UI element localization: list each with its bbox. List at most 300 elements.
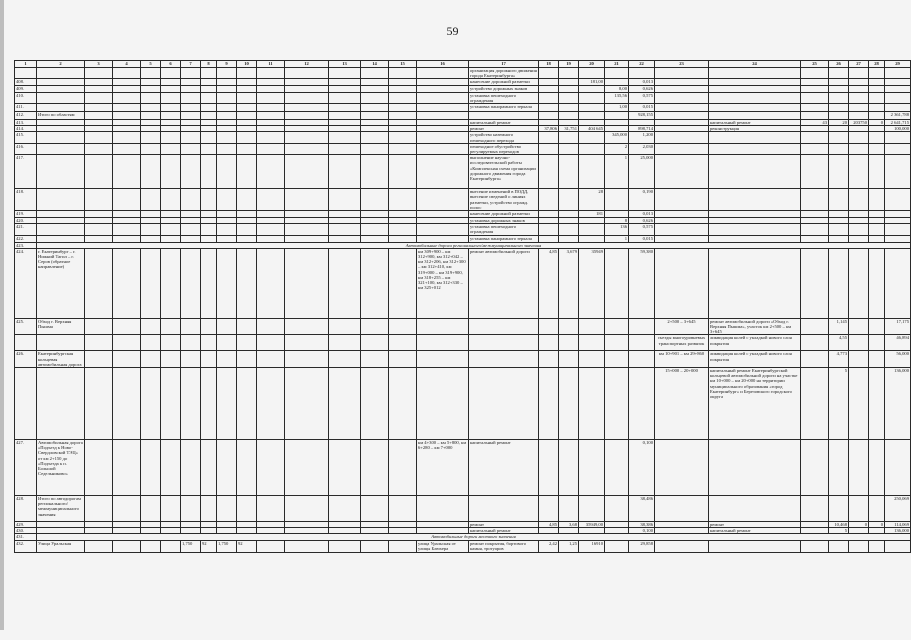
table-cell <box>257 351 285 368</box>
row-number: 430. <box>15 528 37 534</box>
document-sheet <box>14 60 909 624</box>
table-cell <box>217 335 237 351</box>
table-cell: пешеходное обустройство регулируемых переходов <box>469 143 539 154</box>
table-cell <box>655 235 709 242</box>
table-cell <box>579 68 605 79</box>
table-row <box>15 112 911 120</box>
table-cell: 25,000 <box>629 155 655 189</box>
table-cell: 135,56 <box>605 92 629 103</box>
table-cell <box>257 104 285 112</box>
table-cell <box>389 235 417 242</box>
table-cell <box>655 155 709 189</box>
table-cell: капитальный ремонт <box>469 528 539 534</box>
table-cell <box>141 335 161 351</box>
table-cell: 0 <box>869 522 885 528</box>
table-cell <box>655 79 709 86</box>
table-cell <box>869 189 885 211</box>
table-cell <box>257 496 285 522</box>
table-cell: установка панорамного зеркала <box>469 104 539 112</box>
table-cell <box>579 224 605 235</box>
table-cell: ремонт покрытия, бортового камня, тротуаров <box>469 540 539 552</box>
table-cell <box>201 211 217 218</box>
table-cell <box>709 155 801 189</box>
row-number: 419. <box>15 211 37 218</box>
table-cell <box>389 79 417 86</box>
table-cell <box>579 155 605 189</box>
table-cell <box>829 112 849 120</box>
table-cell <box>417 68 469 79</box>
table-cell: 1,00 <box>605 104 629 112</box>
table-cell <box>869 368 885 440</box>
table-cell <box>217 112 237 120</box>
table-cell <box>885 68 911 79</box>
table-cell <box>361 335 389 351</box>
table-cell: внесение изменений в ПОДД, внесение сведений о линиях разметки, устройство огражд. полос <box>469 189 539 211</box>
header-cell: 13 <box>329 61 361 68</box>
table-cell: 4,773 <box>829 351 849 368</box>
header-row <box>15 61 911 68</box>
table-cell <box>389 440 417 496</box>
table-cell <box>237 68 257 79</box>
table-cell <box>257 79 285 86</box>
row-number: 414. <box>15 126 37 132</box>
table-cell <box>579 112 605 120</box>
table-cell <box>849 92 869 103</box>
header-cell: 25 <box>801 61 829 68</box>
table-cell <box>329 540 361 552</box>
table-cell <box>801 189 829 211</box>
table-cell <box>655 143 709 154</box>
table-cell <box>655 224 709 235</box>
table-row <box>15 104 911 112</box>
table-cell <box>161 79 181 86</box>
table-cell: 0 <box>869 120 885 126</box>
table-cell <box>141 235 161 242</box>
table-cell <box>217 318 237 335</box>
table-cell <box>181 132 201 143</box>
table-cell <box>113 143 141 154</box>
table-cell <box>329 368 361 440</box>
table-cell <box>181 143 201 154</box>
table-row <box>15 155 911 189</box>
table-cell <box>849 155 869 189</box>
table-cell <box>141 132 161 143</box>
table-cell <box>417 155 469 189</box>
table-cell <box>849 540 869 552</box>
table-cell <box>161 540 181 552</box>
table-cell <box>201 112 217 120</box>
table-cell <box>113 104 141 112</box>
table-cell <box>237 211 257 218</box>
table-cell <box>85 112 113 120</box>
table-cell: 181,00 <box>579 79 605 86</box>
table-cell <box>849 79 869 86</box>
table-cell <box>217 224 237 235</box>
table-cell <box>417 235 469 242</box>
table-cell <box>829 189 849 211</box>
table-cell <box>201 155 217 189</box>
table-cell <box>539 351 559 368</box>
table-cell <box>709 211 801 218</box>
table-cell <box>85 540 113 552</box>
table-cell <box>885 92 911 103</box>
table-cell <box>709 112 801 120</box>
header-cell: 9 <box>217 61 237 68</box>
table-cell <box>417 211 469 218</box>
table-cell: 59,380 <box>629 248 655 318</box>
header-cell: 7 <box>181 61 201 68</box>
table-cell: 114,069 <box>885 522 911 528</box>
table-cell <box>361 224 389 235</box>
table-cell <box>85 368 113 440</box>
table-cell <box>201 68 217 79</box>
table-cell <box>141 224 161 235</box>
row-number: 408. <box>15 79 37 86</box>
header-cell: 5 <box>141 61 161 68</box>
table-cell <box>257 335 285 351</box>
table-cell <box>469 335 539 351</box>
table-cell: установка дорожных знаков <box>469 218 539 224</box>
header-cell: 29 <box>885 61 911 68</box>
table-cell <box>237 104 257 112</box>
table-cell <box>655 496 709 522</box>
table-cell: 16910 <box>579 540 605 552</box>
table-cell <box>801 79 829 86</box>
row-number: 422. <box>15 235 37 242</box>
table-cell: 404 645 <box>579 126 605 132</box>
table-cell <box>113 351 141 368</box>
table-cell <box>257 189 285 211</box>
table-cell <box>285 112 329 120</box>
table-cell <box>389 335 417 351</box>
table-cell <box>285 79 329 86</box>
table-cell <box>329 211 361 218</box>
table-cell <box>539 235 559 242</box>
row-number: 425. <box>15 318 37 335</box>
table-cell: 1,750 <box>217 540 237 552</box>
table-cell <box>257 143 285 154</box>
table-cell <box>161 112 181 120</box>
table-cell <box>539 92 559 103</box>
table-cell <box>579 92 605 103</box>
table-cell <box>113 155 141 189</box>
table-cell <box>217 132 237 143</box>
table-cell <box>201 132 217 143</box>
table-cell <box>37 143 85 154</box>
table-cell <box>869 132 885 143</box>
table-cell <box>829 104 849 112</box>
table-cell: 203750 <box>849 120 869 126</box>
table-cell <box>885 79 911 86</box>
table-cell <box>85 211 113 218</box>
table-cell <box>201 335 217 351</box>
table-cell: 0,013 <box>629 79 655 86</box>
table-cell: 92 <box>237 540 257 552</box>
table-cell <box>389 248 417 318</box>
table-cell <box>85 68 113 79</box>
table-cell <box>113 79 141 86</box>
table-cell: 250,069 <box>885 496 911 522</box>
table-cell <box>417 79 469 86</box>
table-cell <box>161 224 181 235</box>
table-cell <box>329 132 361 143</box>
table-cell <box>801 540 829 552</box>
table-cell <box>37 224 85 235</box>
table-cell <box>285 68 329 79</box>
table-cell: 38,386 <box>629 522 655 528</box>
table-cell <box>285 143 329 154</box>
table-cell <box>579 318 605 335</box>
table-cell <box>201 235 217 242</box>
table-cell <box>849 104 869 112</box>
table-cell <box>869 540 885 552</box>
table-cell <box>801 235 829 242</box>
table-cell <box>161 248 181 318</box>
table-cell <box>801 335 829 351</box>
table-cell <box>605 496 629 522</box>
table-cell: 136,000 <box>885 528 911 534</box>
header-cell: 11 <box>257 61 285 68</box>
table-cell <box>181 68 201 79</box>
header-cell: 23 <box>655 61 709 68</box>
table-cell <box>141 68 161 79</box>
table-cell <box>257 155 285 189</box>
table-cell: ликвидация колей с укладкой нового слоя покрытия <box>709 351 801 368</box>
table-cell <box>181 79 201 86</box>
table-cell <box>885 211 911 218</box>
row-number: 420. <box>15 218 37 224</box>
table-cell <box>161 92 181 103</box>
table-cell <box>417 224 469 235</box>
table-cell <box>237 248 257 318</box>
table-cell: 29,858 <box>629 540 655 552</box>
table-cell <box>181 155 201 189</box>
table-cell <box>37 68 85 79</box>
table-cell <box>559 318 579 335</box>
table-cell: капитальный ремонт <box>709 120 801 126</box>
table-cell: нанесение дорожной разметки <box>469 79 539 86</box>
table-cell <box>141 540 161 552</box>
table-cell <box>113 224 141 235</box>
table-cell: 4,85 <box>539 248 559 318</box>
table-cell <box>829 496 849 522</box>
header-cell: 21 <box>605 61 629 68</box>
table-cell <box>237 496 257 522</box>
table-row <box>15 440 911 496</box>
table-cell <box>361 496 389 522</box>
table-cell: капитальный ремонт <box>469 440 539 496</box>
table-cell <box>237 335 257 351</box>
table-cell: км 10+901 – км 29+860 <box>655 351 709 368</box>
table-cell <box>161 318 181 335</box>
table-cell <box>417 132 469 143</box>
table-cell <box>849 318 869 335</box>
table-cell <box>389 68 417 79</box>
table-cell <box>559 112 579 120</box>
table-cell: Итого по автодорогам регионального/межмуниципального значения <box>37 496 85 522</box>
table-cell <box>361 79 389 86</box>
table-cell <box>85 79 113 86</box>
table-cell <box>709 92 801 103</box>
table-cell <box>559 155 579 189</box>
table-cell <box>329 496 361 522</box>
table-cell <box>161 68 181 79</box>
table-cell <box>605 351 629 368</box>
table-cell: 2 <box>605 143 629 154</box>
table-cell <box>85 440 113 496</box>
table-cell: 0,100 <box>629 528 655 534</box>
table-cell <box>605 189 629 211</box>
table-cell <box>559 351 579 368</box>
table-cell <box>361 368 389 440</box>
table-cell: 46,894 <box>885 335 911 351</box>
row-number: 428. <box>15 496 37 522</box>
table-cell <box>161 235 181 242</box>
table-cell <box>539 496 559 522</box>
table-cell <box>869 79 885 86</box>
table-cell <box>801 211 829 218</box>
table-cell: 20 <box>829 120 849 126</box>
table-cell <box>237 92 257 103</box>
table-cell <box>417 318 469 335</box>
table-cell <box>559 132 579 143</box>
table-cell <box>85 235 113 242</box>
table-cell: 928,155 <box>629 112 655 120</box>
table-cell <box>389 351 417 368</box>
table-cell <box>539 112 559 120</box>
table-row <box>15 351 911 368</box>
table-cell <box>389 155 417 189</box>
table-row <box>15 318 911 335</box>
table-cell <box>869 318 885 335</box>
table-cell <box>605 79 629 86</box>
table-cell <box>85 318 113 335</box>
table-cell <box>801 368 829 440</box>
table-cell <box>801 132 829 143</box>
table-cell <box>257 235 285 242</box>
table-cell <box>655 104 709 112</box>
table-cell: км 309+900 – км 312+900, км 312+042 – км 312+206, км 312+300 – км 312+410, км 319+000 – км 319+900, км 318+255 – км 321+100, км 312+330 – км 325+012 <box>417 248 469 318</box>
table-cell <box>361 440 389 496</box>
table-cell <box>37 92 85 103</box>
table-cell: 15+000 – 20+000 <box>655 368 709 440</box>
table-cell <box>161 440 181 496</box>
table-cell: 136,000 <box>885 368 911 440</box>
table-cell: ликвидация колей с укладкой нового слоя покрытия <box>709 335 801 351</box>
table-cell <box>161 351 181 368</box>
table-cell <box>237 235 257 242</box>
table-cell <box>141 440 161 496</box>
table-cell <box>709 132 801 143</box>
table-cell <box>181 189 201 211</box>
table-cell <box>469 368 539 440</box>
table-row <box>15 189 911 211</box>
table-cell <box>869 112 885 120</box>
table-cell <box>629 335 655 351</box>
table-cell <box>709 104 801 112</box>
table-cell <box>257 68 285 79</box>
table-cell <box>113 318 141 335</box>
table-cell <box>829 68 849 79</box>
table-cell <box>849 68 869 79</box>
table-cell <box>217 496 237 522</box>
table-cell: 4,55 <box>829 335 849 351</box>
header-cell: 20 <box>579 61 605 68</box>
table-cell <box>181 104 201 112</box>
table-cell: 35949 <box>579 248 605 318</box>
table-cell <box>559 104 579 112</box>
table-cell: 0,015 <box>629 104 655 112</box>
table-cell <box>285 496 329 522</box>
table-cell <box>361 189 389 211</box>
table-cell <box>579 104 605 112</box>
row-number: 413. <box>15 120 37 126</box>
table-cell <box>161 211 181 218</box>
table-cell <box>417 104 469 112</box>
table-cell <box>141 496 161 522</box>
section-heading: Автомобильные дороги регионального/межмуниципального значения <box>37 242 911 248</box>
table-cell: 2,42 <box>539 540 559 552</box>
table-cell <box>801 440 829 496</box>
table-cell <box>285 155 329 189</box>
row-number: 429. <box>15 522 37 528</box>
table-cell <box>605 248 629 318</box>
table-cell <box>579 496 605 522</box>
table-cell <box>469 496 539 522</box>
header-cell: 15 <box>389 61 417 68</box>
table-cell <box>217 211 237 218</box>
table-cell: установка пешеходного ограждения <box>469 224 539 235</box>
table-cell <box>361 155 389 189</box>
table-cell <box>559 68 579 79</box>
table-cell <box>869 155 885 189</box>
table-cell: 0,013 <box>629 211 655 218</box>
table-cell <box>285 335 329 351</box>
table-cell <box>801 248 829 318</box>
table-cell <box>389 132 417 143</box>
table-cell <box>709 235 801 242</box>
row-number: 421. <box>15 224 37 235</box>
table-cell: 0,626 <box>629 218 655 224</box>
table-cell <box>285 235 329 242</box>
table-cell <box>285 189 329 211</box>
table-row <box>15 248 911 318</box>
table-row <box>15 143 911 154</box>
table-row <box>15 335 911 351</box>
table-cell <box>85 155 113 189</box>
table-cell: улица Уральская от улицы Блюхера <box>417 540 469 552</box>
table-cell <box>849 248 869 318</box>
row-number: 427. <box>15 440 37 496</box>
table-cell: 0,190 <box>629 189 655 211</box>
table-cell: 1,25 <box>559 540 579 552</box>
table-cell <box>181 368 201 440</box>
row-number: 417. <box>15 155 37 189</box>
table-cell: 0,626 <box>629 86 655 92</box>
table-cell <box>559 496 579 522</box>
table-cell <box>417 351 469 368</box>
table-cell <box>605 368 629 440</box>
table-cell <box>161 335 181 351</box>
table-cell <box>869 92 885 103</box>
table-row <box>15 132 911 143</box>
table-cell <box>709 79 801 86</box>
table-cell <box>361 68 389 79</box>
header-cell: 27 <box>849 61 869 68</box>
table-cell <box>201 224 217 235</box>
table-cell <box>237 318 257 335</box>
table-cell <box>257 318 285 335</box>
